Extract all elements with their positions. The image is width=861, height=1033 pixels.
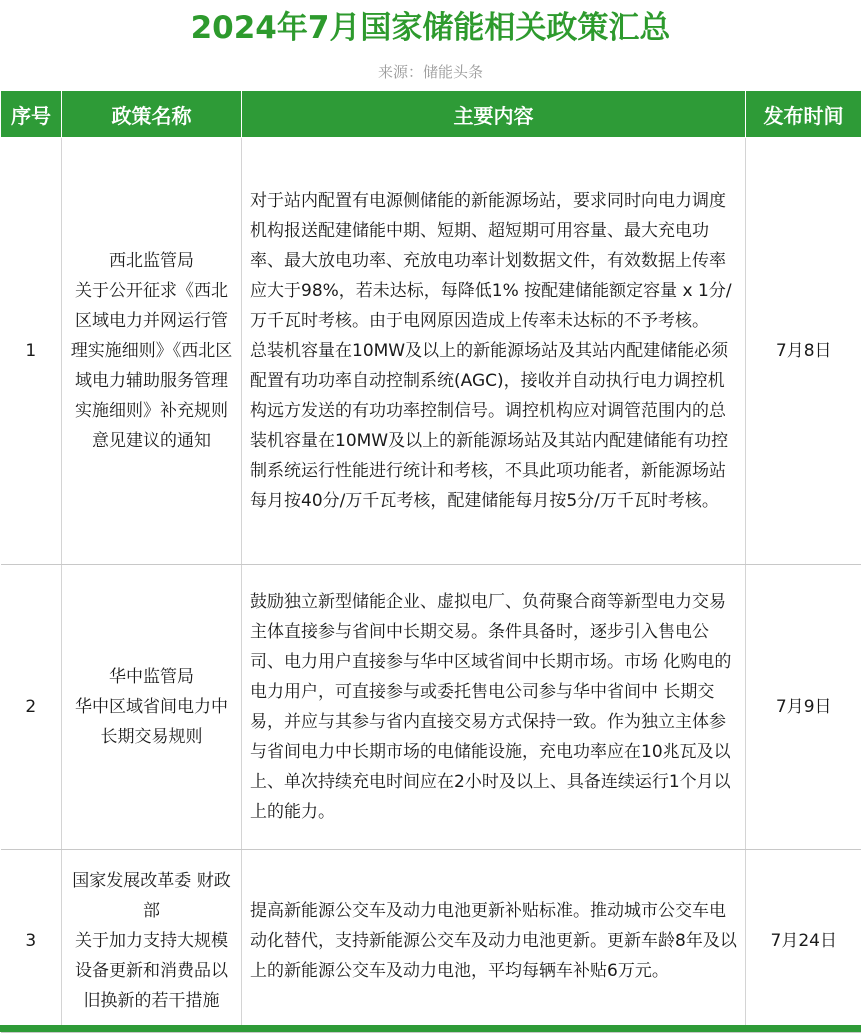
header-policy-name: 政策名称 — [62, 91, 242, 138]
policy-name: 国家发展改革委 财政部 关于加力支持大规模设备更新和消费品以旧换新的若干措施 — [62, 850, 242, 1033]
row-index: 2 — [1, 565, 62, 850]
policy-content: 鼓励独立新型储能企业、虚拟电厂、负荷聚合商等新型电力交易主体直接参与省间中长期交易。条件具备时，逐步引入售电公司、电力用户直接参与华中区域省间中长期市场。市场 化购电的电力用户，可直接参与或委托售电公司参与华中省间中 长期交易，并应与其参与省内直接交易方式保持一致。作为独立主体参与省间电力中长期市场的电储能设施，充电功率应在10兆瓦及以上、单次持续充电时间应在2小时及以上、具备连续运行1个月以上的能力。 — [242, 565, 746, 850]
row-index: 3 — [1, 850, 62, 1033]
release-date: 7月24日 — [746, 850, 861, 1033]
table-header-row — [1, 91, 861, 138]
policy-name: 西北监管局 关于公开征求《西北区域电力并网运行管理实施细则》《西北区域电力辅助服务管理实施细则》补充规则意见建议的通知 — [62, 138, 242, 565]
row-index: 1 — [1, 138, 62, 565]
table-row — [1, 850, 861, 1033]
release-date: 7月9日 — [746, 565, 861, 850]
policy-name: 华中监管局 华中区域省间电力中长期交易规则 — [62, 565, 242, 850]
page-title: 2024年7月国家储能相关政策汇总 — [0, 6, 861, 50]
release-date: 7月8日 — [746, 138, 861, 565]
header-release-date: 发布时间 — [746, 91, 861, 138]
policy-table — [0, 90, 861, 1033]
header-index: 序号 — [1, 91, 62, 138]
header-main-content: 主要内容 — [242, 91, 746, 138]
bottom-accent-bar — [0, 1025, 861, 1032]
table-row — [1, 565, 861, 850]
table-row — [1, 138, 861, 565]
policy-content: 提高新能源公交车及动力电池更新补贴标准。推动城市公交车电动化替代，支持新能源公交车及动力电池更新。更新车龄8年及以上的新能源公交车及动力电池，平均每辆车补贴6万元。 — [242, 850, 746, 1033]
source-caption: 来源：储能头条 — [0, 60, 861, 84]
policy-content: 对于站内配置有电源侧储能的新能源场站，要求同时向电力调度机构报送配建储能中期、短期、超短期可用容量、最大充电功率、最大放电功率、充放电功率计划数据文件，有效数据上传率应大于98%，若未达标，每降低1% 按配建储能额定容量 x 1分/万千瓦时考核。由于电网原因造成上传率未达标的不予考核。 总装机容量在10MW及以上的新能源场站及其站内配建储能必须配置有功功率自动控制系统(AGC)，接收并自动执行电力调控机构远方发送的有功功率控制信号。调控机构应对调管范围内的总装机容量在10MW及以上的新能源场站及其站内配建储能有功控制系统运行性能进行统计和考核，不具此项功能者，新能源场站每月按40分/万千瓦考核，配建储能每月按5分/万千瓦时考核。 — [242, 138, 746, 565]
